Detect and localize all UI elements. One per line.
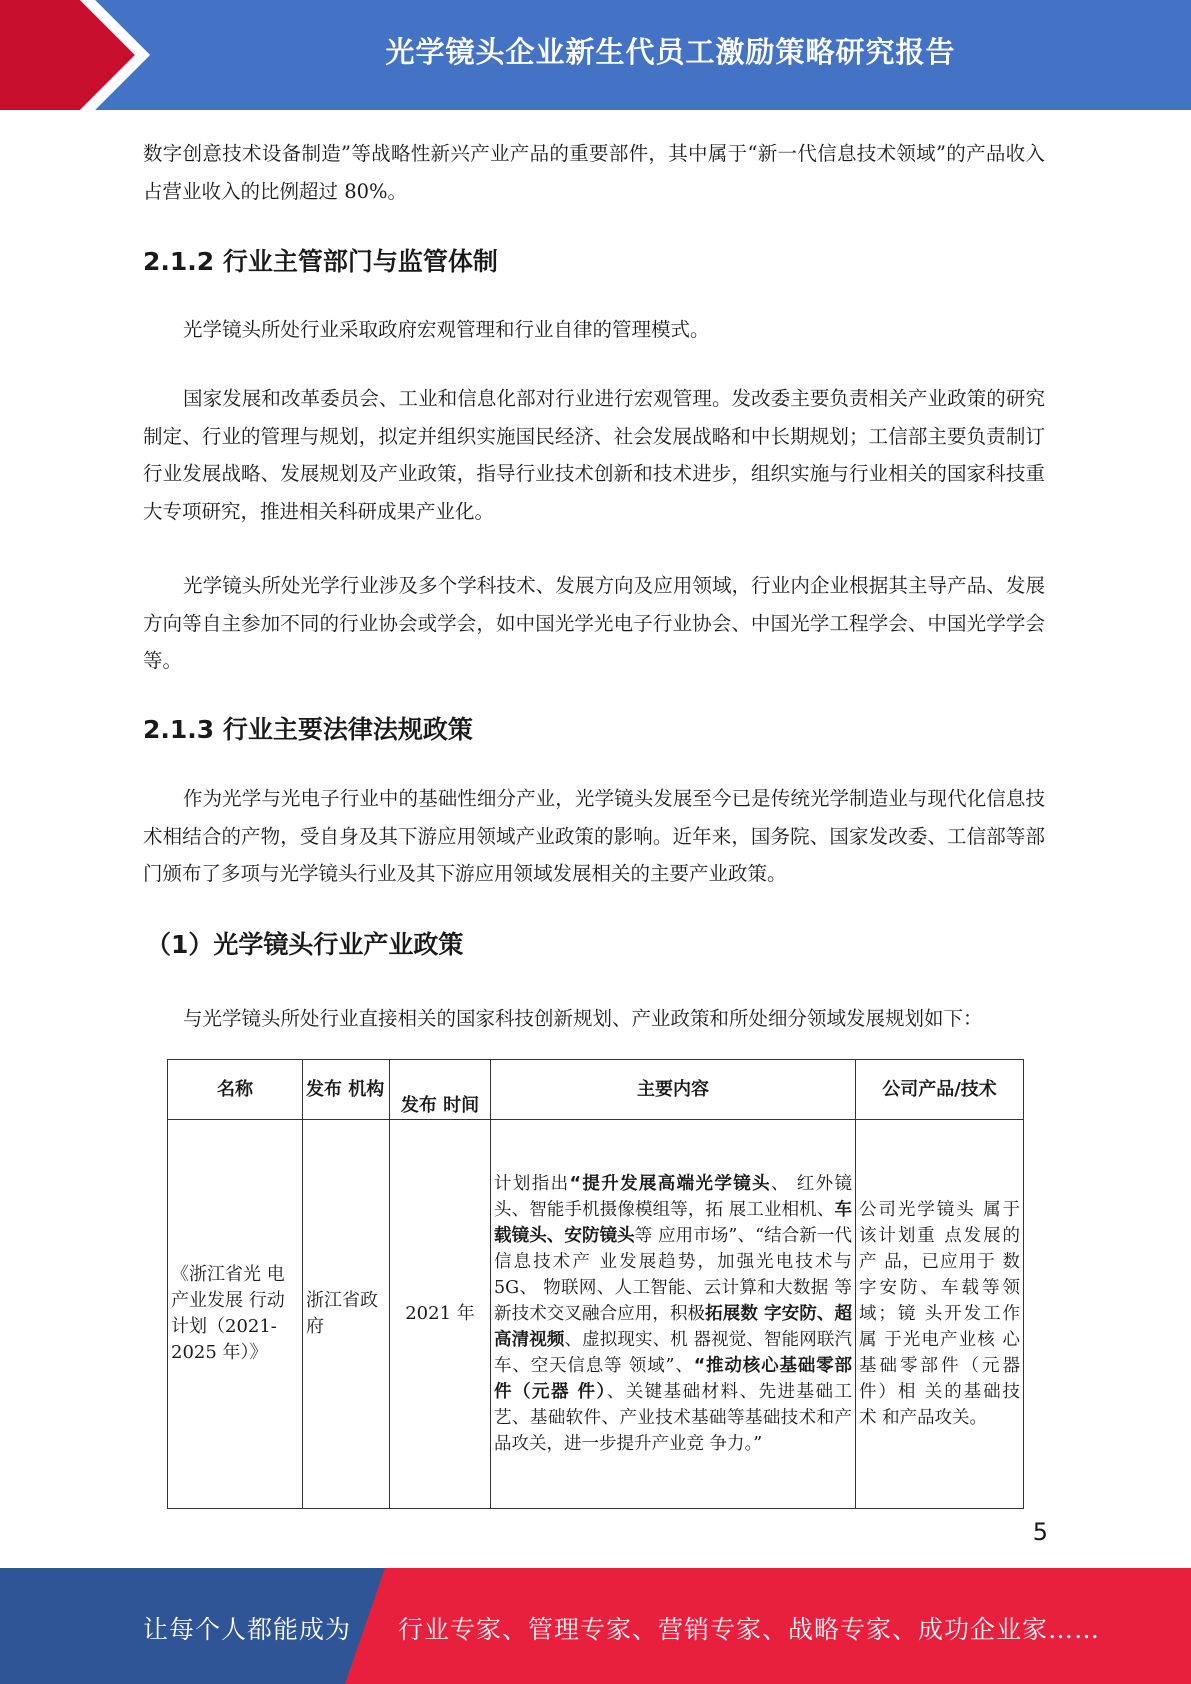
cell-name: 《浙江省光 电产业发展 行动计划（2021-2025 年）》: [168, 1120, 303, 1509]
section-heading-2-1-2: 2.1.2 行业主管部门与监管体制: [143, 247, 498, 276]
page-number: 5: [1032, 1518, 1048, 1546]
subsection-heading-1: （1）光学镜头行业产业政策: [146, 930, 464, 959]
content-text: 等 应用市场”、“结合新一代信息技术产 业发展趋势，加强光电技术与 5G、 物联网、人工智能、云计算和大数据 等新技术交叉融合应用，积极: [494, 1226, 852, 1324]
section-heading-2-1-3: 2.1.3 行业主要法律法规政策: [143, 715, 473, 744]
cell-company: 公司光学镜头 属于该计划重 点发展的产 品，已应用于 数字安防、车载等领域；镜 头开发工作属 于光电产业核 心基础零部件（元器件）相 关的基础技术 和产品攻关。: [856, 1120, 1024, 1509]
paragraph-table-intro: 与光学镜头所处行业直接相关的国家科技创新规划、产业政策和所处细分领域发展规划如下：: [183, 1007, 983, 1030]
column-header-name: 名称: [168, 1060, 303, 1120]
content-text: 计划指出: [494, 1174, 570, 1194]
page-header: [0, 0, 1191, 110]
table-header-row: [168, 1060, 1024, 1120]
report-title: 光学镜头企业新生代员工激励策略研究报告: [385, 35, 956, 69]
content-text: 、关键基础材料、先进基础工 艺、基础软件、产业技术基础等基础技术和产品攻关，进一步提升产业竞 争力。”: [494, 1382, 853, 1454]
paragraph-government-agencies: 国家发展和改革委员会、工业和信息化部对行业进行宏观管理。发改委主要负责相关产业政策的研究制定、行业的管理与规划，拟定并组织实施国民经济、社会发展战略和中长期规划；工信部主要负责制订行业发展战略、发展规划及产业政策，指导行业技术创新和技术进步，组织实施与行业相关的国家科技重大专项研究，推进相关科研成果产业化。: [143, 387, 1045, 523]
page-footer: [0, 1568, 1191, 1684]
paragraph-industry-associations: 光学镜头所处光学行业涉及多个学科技术、发展方向及应用领域，行业内企业根据其主导产品、发展方向等自主参加不同的行业协会或学会，如中国光学光电子行业协会、中国光学工程学会、中国光学学会等。: [143, 574, 1045, 672]
content-emphasis: 车载镜头、安防镜头: [494, 1200, 852, 1246]
paragraph-management-mode: 光学镜头所处行业采取政府宏观管理和行业自律的管理模式。: [183, 318, 710, 341]
table-row: [168, 1120, 1024, 1509]
column-header-content: 主要内容: [491, 1060, 856, 1120]
paragraph-policy-overview: 作为光学与光电子行业中的基础性细分产业，光学镜头发展至今已是传统光学制造业与现代化信息技术相结合的产物，受自身及其下游应用领域产业政策的影响。近年来，国务院、国家发改委、工信部等部门颁布了多项与光学镜头行业及其下游应用领域发展相关的主要产业政策。: [143, 787, 1045, 885]
content-text: 、 红外镜头、智能手机摄像模组等，拓 展工业相机、: [494, 1174, 853, 1220]
cell-time: 2021 年: [390, 1120, 491, 1509]
column-header-company: 公司产品/技术: [856, 1060, 1024, 1120]
policy-table: [167, 1059, 1024, 1509]
content-text: 、虚拟现实、机 器视觉、智能网联汽车、空天信息等 领域”、: [494, 1330, 853, 1376]
cell-content: [491, 1120, 856, 1509]
content-emphasis: “提升发展高端光学镜头: [569, 1174, 771, 1194]
footer-slogan-left: 让每个人都能成为: [143, 1615, 352, 1644]
cell-agency: 浙江省政府: [303, 1120, 390, 1509]
content-emphasis: “推动核心基础零部件（元器 件）: [494, 1356, 852, 1402]
content-emphasis: 拓展数 字安防、超高清视频: [494, 1304, 853, 1350]
footer-slogan-right: 行业专家、管理专家、营销专家、战略专家、成功企业家……: [398, 1615, 1101, 1644]
column-header-time: 发布 时间: [390, 1060, 491, 1120]
paragraph-intro: 数字创意技术设备制造”等战略性新兴产业产品的重要部件，其中属于“新一代信息技术领域”的产品收入占营业收入的比例超过 80%。: [143, 142, 1045, 203]
column-header-agency: 发布 机构: [303, 1060, 390, 1120]
